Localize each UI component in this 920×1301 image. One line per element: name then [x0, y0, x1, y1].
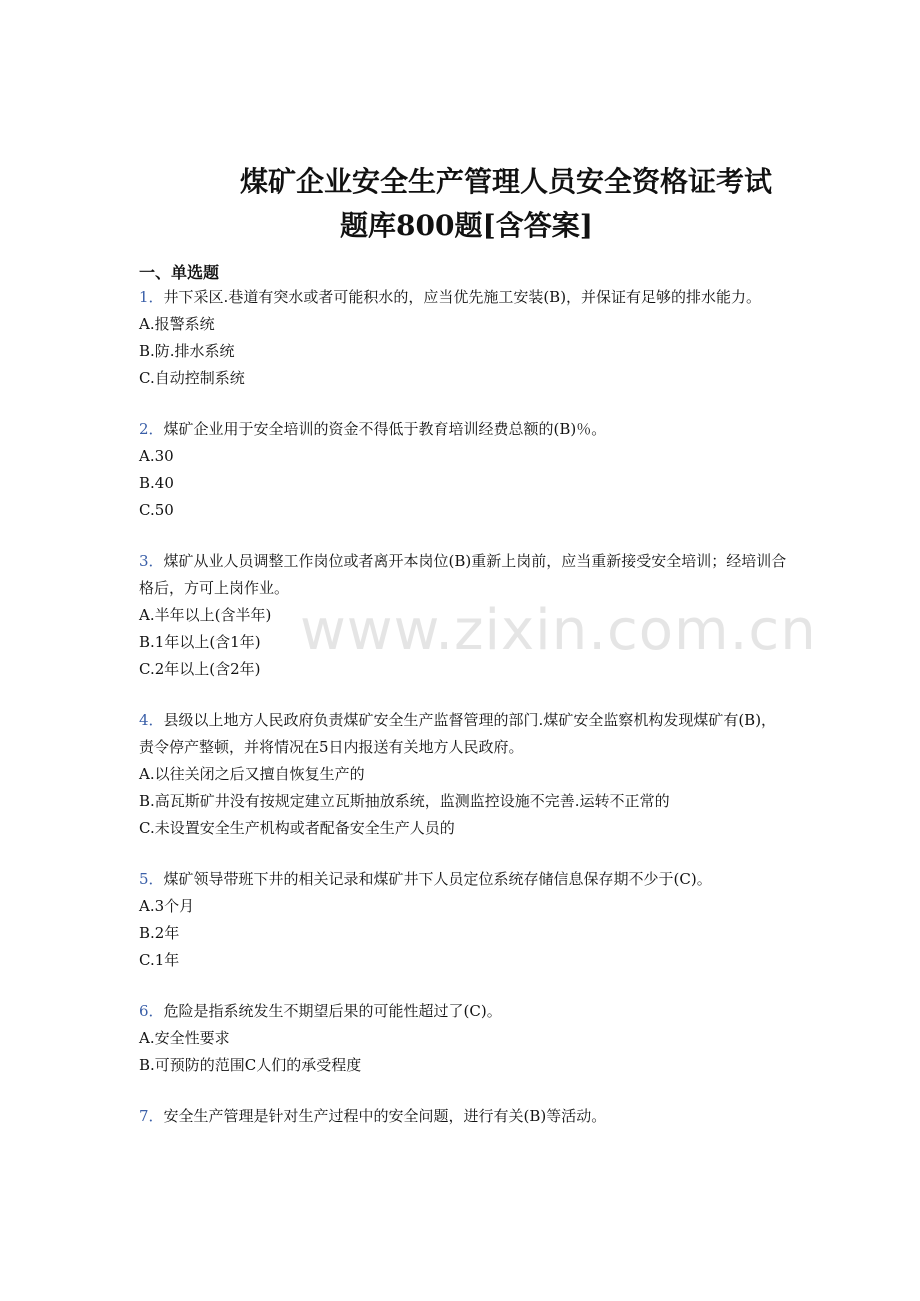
answer-option: B.1年以上(含1年) — [139, 633, 261, 651]
question-number: 4． — [139, 711, 164, 729]
question-stem — [139, 548, 789, 602]
document-title — [0, 160, 920, 248]
answer-option: C.50 — [139, 501, 174, 519]
question-stem — [139, 866, 789, 893]
watermark: www.zixin.com.cn — [300, 598, 817, 663]
section-heading: 一、单选题 — [139, 263, 220, 282]
title-line-2: 题库800题[含答案] — [340, 209, 593, 242]
question-item — [139, 416, 789, 524]
question-number: 1． — [139, 288, 164, 306]
answer-option: C.未设置安全生产机构或者配备安全生产人员的 — [139, 819, 455, 837]
question-list — [139, 284, 789, 1154]
answer-option: B.2年 — [139, 924, 180, 942]
title-line-1: 煤矿企业安全生产管理人员安全资格证考试 — [240, 165, 773, 198]
answer-option: A.30 — [139, 447, 174, 465]
question-item — [139, 548, 789, 683]
question-item — [139, 866, 789, 974]
question-number: 2． — [139, 420, 164, 438]
question-stem — [139, 416, 789, 443]
answer-option: A.半年以上(含半年) — [139, 606, 272, 624]
answer-option: C.2年以上(含2年) — [139, 660, 261, 678]
answer-option: B.可预防的范围C人们的承受程度 — [139, 1056, 362, 1074]
question-text: 安全生产管理是针对生产过程中的安全问题，进行有关(B)等活动。 — [163, 1107, 607, 1125]
answer-option: B.防.排水系统 — [139, 342, 235, 360]
question-text: 危险是指系统发生不期望后果的可能性超过了(C)。 — [163, 1002, 502, 1020]
question-text: 煤矿企业用于安全培训的资金不得低于教育培训经费总额的(B)％。 — [163, 420, 607, 438]
answer-option: A.以往关闭之后又擅自恢复生产的 — [139, 765, 365, 783]
question-number: 3． — [139, 552, 164, 570]
question-text: 煤矿领导带班下井的相关记录和煤矿井下人员定位系统存储信息保存期不少于(C)。 — [163, 870, 712, 888]
answer-option: C.自动控制系统 — [139, 369, 245, 387]
question-stem — [139, 998, 789, 1025]
answer-option: B.40 — [139, 474, 174, 492]
question-text: 井下采区.巷道有突水或者可能积水的，应当优先施工安装(B)，并保证有足够的排水能力。 — [163, 288, 762, 306]
question-item — [139, 284, 789, 392]
question-stem — [139, 284, 789, 311]
question-item — [139, 707, 789, 842]
question-number: 7． — [139, 1107, 164, 1125]
answer-option: A.3个月 — [139, 897, 195, 915]
question-number: 5． — [139, 870, 164, 888]
answer-option: A.安全性要求 — [139, 1029, 230, 1047]
question-stem — [139, 1103, 789, 1130]
question-text: 县级以上地方人民政府负责煤矿安全生产监督管理的部门.煤矿安全监察机构发现煤矿有(B)，责令停产整顿，并将情况在5日内报送有关地方人民政府。 — [139, 711, 777, 756]
question-item — [139, 1103, 789, 1130]
answer-option: B.高瓦斯矿井没有按规定建立瓦斯抽放系统，监测监控设施不完善.运转不正常的 — [139, 792, 670, 810]
question-number: 6． — [139, 1002, 164, 1020]
answer-option: A.报警系统 — [139, 315, 215, 333]
answer-option: C.1年 — [139, 951, 180, 969]
question-text: 煤矿从业人员调整工作岗位或者离开本岗位(B)重新上岗前，应当重新接受安全培训；经培训合格后，方可上岗作业。 — [139, 552, 787, 597]
question-item — [139, 998, 789, 1079]
question-stem — [139, 707, 789, 761]
